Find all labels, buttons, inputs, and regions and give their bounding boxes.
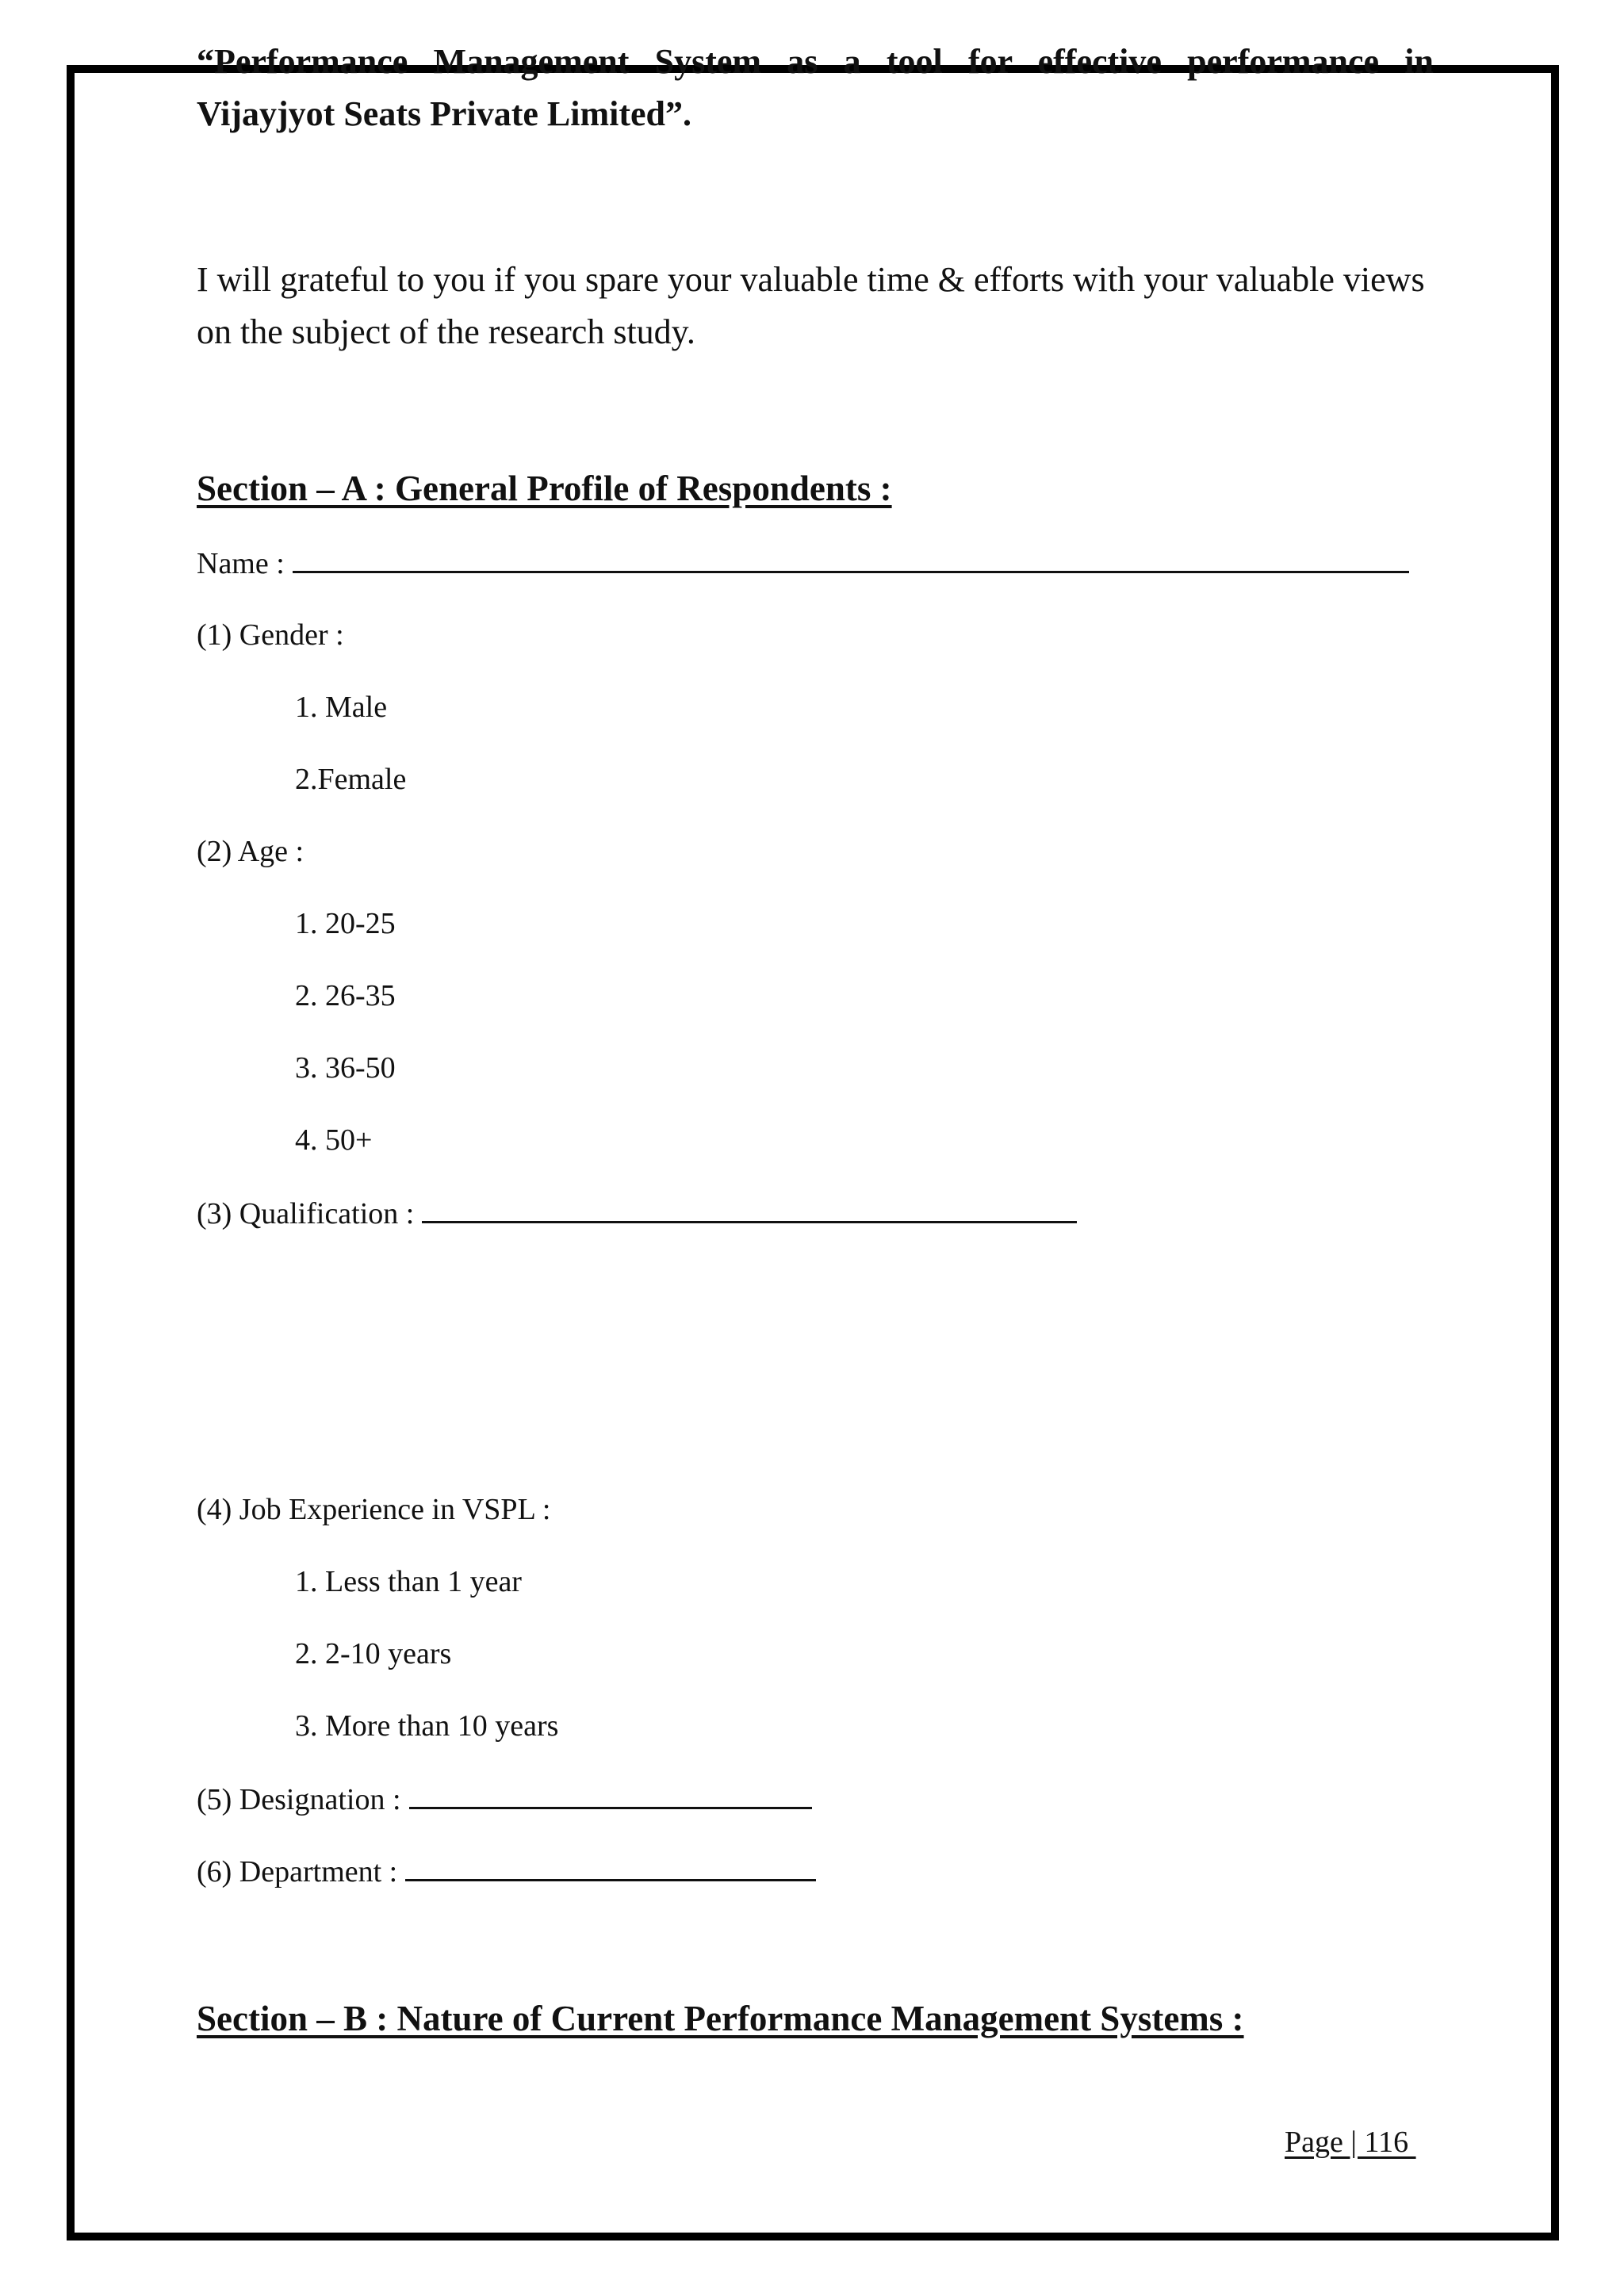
department-field[interactable] [197, 1855, 816, 1887]
age-option: 3. 36-50 [295, 1051, 396, 1085]
experience-label: (4) Job Experience in VSPL : [197, 1493, 551, 1526]
department-label: (6) Department : [197, 1855, 398, 1888]
age-label: (2) Age : [197, 835, 304, 868]
gender-option: 2.Female [295, 763, 407, 796]
study-title-line-1: “Performance Management System as a tool for effective performance in [197, 42, 1434, 81]
page-border [67, 65, 1559, 2241]
designation-blank-line[interactable] [409, 1783, 812, 1809]
experience-option: 1. Less than 1 year [295, 1565, 522, 1598]
section-b-heading: Section – B : Nature of Current Performance Management Systems : [197, 1999, 1244, 2038]
designation-label: (5) Designation : [197, 1783, 401, 1816]
name-label: Name : [197, 547, 285, 580]
name-blank-line[interactable] [293, 547, 1409, 573]
gender-label: (1) Gender : [197, 618, 344, 652]
age-option: 2. 26-35 [295, 979, 396, 1012]
designation-field[interactable] [197, 1783, 812, 1815]
age-option: 4. 50+ [295, 1123, 373, 1157]
section-a-heading: Section – A : General Profile of Respondents : [197, 469, 892, 508]
experience-option: 3. More than 10 years [295, 1709, 559, 1743]
study-title-line-2: Vijayjyot Seats Private Limited”. [197, 94, 692, 133]
page-number: Page | 116 [1285, 2126, 1416, 2159]
name-field[interactable] [197, 547, 1409, 579]
department-blank-line[interactable] [405, 1855, 816, 1881]
age-option: 1. 20-25 [295, 907, 396, 940]
qualification-label: (3) Qualification : [197, 1197, 415, 1230]
gender-option: 1. Male [295, 691, 388, 724]
experience-option: 2. 2-10 years [295, 1637, 452, 1670]
intro-paragraph: I will grateful to you if you spare your valuable time & efforts with your valuable views on the subject of the research study. [197, 260, 1425, 351]
qualification-field[interactable] [197, 1197, 1077, 1229]
qualification-blank-line[interactable] [422, 1197, 1077, 1223]
